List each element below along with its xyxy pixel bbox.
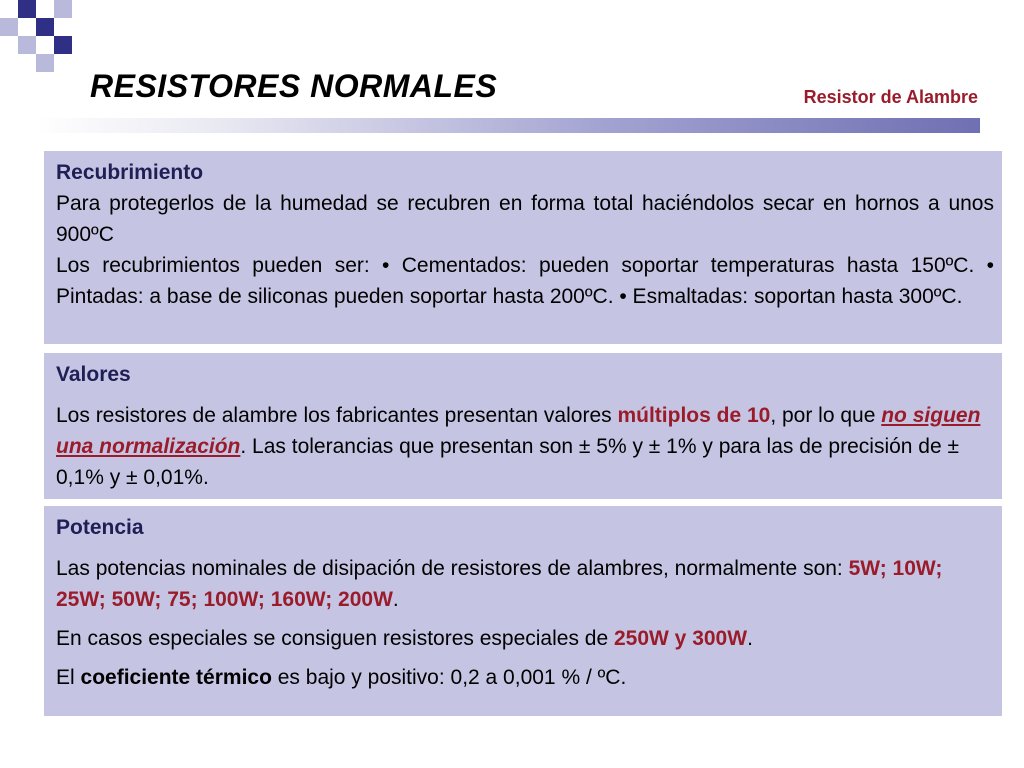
potencia-end-3: es bajo y positivo: 0,2 a 0,001 % / ºC. — [271, 666, 627, 689]
recubrimiento-paragraph-1: Para protegerlos de la humedad se recubren en forma total haciéndolos secar en hornos a unos 900ºC — [56, 192, 994, 246]
decor-square-light-4 — [36, 54, 54, 72]
decor-square-dark-1 — [18, 0, 36, 18]
potencia-end-1: . — [392, 588, 399, 611]
slide-subtitle: Resistor de Alambre — [803, 87, 978, 107]
decor-square-light-3 — [54, 0, 72, 18]
potencia-paragraph-3 — [56, 662, 994, 693]
recubrimiento-paragraph-2: Los recubrimientos pueden ser: • Cementados: pueden soportar temperaturas hasta 150ºC. • Pintadas: a base de siliconas pueden soportar hasta 200ºC. • Esmaltadas: soportan hasta 300ºC. — [56, 254, 994, 308]
decor-square-light-1 — [0, 18, 18, 36]
potencia-coeficiente-termico: coeficiente térmico — [80, 666, 272, 689]
potencia-special-values: 250W y 300W — [613, 627, 748, 650]
potencia-text-1: Las potencias nominales de disipación de resistores de alambres, normalmente son: — [56, 557, 849, 580]
valores-paragraph — [56, 400, 994, 493]
potencia-text-2: En casos especiales se consiguen resistores especiales de — [56, 627, 614, 650]
valores-text-2: , por lo que — [770, 404, 882, 427]
valores-text-1: Los resistores de alambre los fabricantes presentan valores — [56, 404, 618, 427]
potencia-paragraph-2 — [56, 623, 994, 654]
potencia-text-3: El — [56, 666, 81, 689]
valores-highlight-multiplos: múltiplos de 10 — [617, 404, 771, 427]
heading-potencia: Potencia — [56, 516, 144, 539]
decor-square-dark-3 — [54, 36, 72, 54]
potencia-end-2: . — [747, 627, 753, 650]
decor-square-light-2 — [18, 36, 36, 54]
heading-recubrimiento: Recubrimiento — [56, 161, 204, 184]
decor-square-dark-2 — [36, 18, 54, 36]
panel-potencia — [44, 506, 1002, 716]
potencia-paragraph-1 — [56, 553, 994, 615]
slide-title: RESISTORES NORMALES — [90, 68, 498, 104]
title-gradient-bar — [36, 118, 980, 133]
valores-text-3: . Las tolerancias que presentan son ± 5% y ± 1% y para las de precisión de ± 0,1% y ± 0,01%. — [56, 435, 960, 489]
panel-valores — [44, 353, 1002, 499]
valores-highlight-normalizacion: no siguen una normalización — [56, 404, 981, 458]
heading-valores: Valores — [56, 363, 131, 386]
panel-recubrimiento — [44, 151, 1002, 344]
potencia-values-list: 5W; 10W; 25W; 50W; 75; 100W; 160W; 200W — [56, 557, 943, 611]
